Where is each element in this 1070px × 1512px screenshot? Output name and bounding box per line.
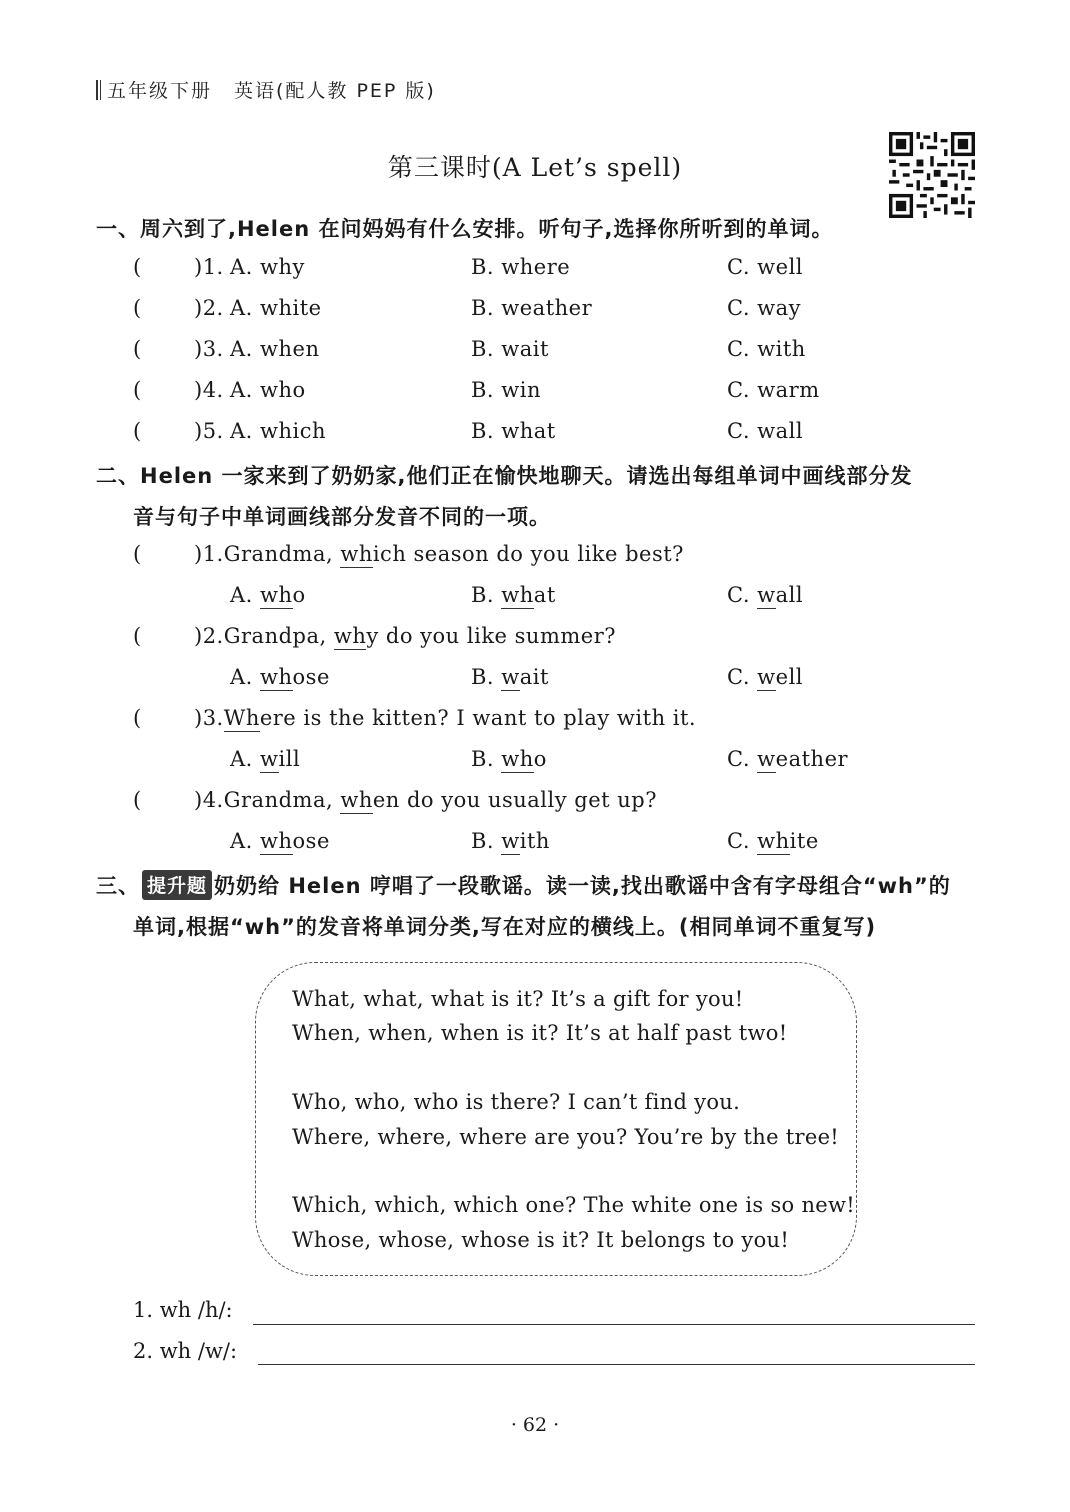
option-b: B. what (471, 419, 556, 443)
word-rest: ith (519, 829, 550, 853)
underlined-letters: wh (260, 829, 293, 853)
option-letter: B. (471, 583, 502, 607)
item-number: )4. (194, 788, 224, 812)
word-rest: ose (292, 829, 330, 853)
option-letter: C. (727, 665, 758, 689)
underlined-letters: w (757, 665, 776, 689)
header-bar-icon (96, 80, 101, 100)
song-line: What, what, what is it? It’s a gift for you! (292, 987, 744, 1011)
answer-paren[interactable]: ( (133, 542, 142, 566)
item-number: )1. (194, 542, 224, 566)
item-number: )2. (194, 624, 224, 648)
sentence-rest: en do you usually get up? (372, 788, 657, 812)
sentence-rest: y do you like summer? (366, 624, 616, 648)
option-a: A. who (230, 378, 306, 402)
item-number: )2. (194, 296, 224, 320)
question-line (194, 706, 696, 730)
option-c: C. with (727, 337, 806, 361)
option-b: B. wait (471, 337, 549, 361)
option-a: A. which (230, 419, 327, 443)
option-letter: C. (727, 829, 758, 853)
word-rest: ite (789, 829, 819, 853)
section1-title: 一、周六到了,Helen 在问妈妈有什么安排。听句子,选择你所听到的单词。 (96, 217, 834, 241)
section3-title-line2: 单词,根据“wh”的发音将单词分类,写在对应的横线上。(相同单词不重复写) (133, 915, 877, 939)
answer-paren[interactable]: ( (133, 337, 142, 361)
option-letter: B. (471, 665, 502, 689)
underlined-letters: wh (501, 583, 534, 607)
answer-paren[interactable]: ( (133, 378, 142, 402)
option-letter: B. (471, 829, 502, 853)
item-number: )3. (194, 337, 224, 361)
underlined-letters: wh (340, 542, 373, 566)
section3-title-text: 奶奶给 Helen 哼唱了一段歌谣。读一读,找出歌谣中含有字母组合“wh”的 (214, 874, 951, 898)
answer-paren[interactable]: ( (133, 624, 142, 648)
lesson-title: 第三课时(A Let’s spell) (387, 153, 683, 182)
song-line: Where, where, where are you? You’re by the tree! (292, 1125, 840, 1149)
option-a: A. when (230, 337, 320, 361)
blank1-label: 1. wh /h/: (133, 1298, 233, 1322)
word-rest: all (775, 583, 804, 607)
word-rest: ose (292, 665, 330, 689)
underlined-letters: w (501, 829, 520, 853)
question-line (194, 624, 616, 648)
blank1-answer-line[interactable] (253, 1324, 975, 1325)
answer-paren[interactable]: ( (133, 788, 142, 812)
option-letter: C. (727, 747, 758, 771)
option-b: B. win (471, 378, 541, 402)
option-letter: A. (230, 665, 261, 689)
section2-title-line1: 二、Helen 一家来到了奶奶家,他们正在愉快地聊天。请选出每组单词中画线部分发 (96, 464, 913, 488)
underlined-letters: w (260, 747, 279, 771)
option-b (471, 829, 550, 853)
song-line: Who, who, who is there? I can’t find you. (292, 1090, 741, 1114)
song-line: Whose, whose, whose is it? It belongs to you! (292, 1228, 790, 1252)
underlined-letters: w (501, 665, 520, 689)
option-letter: A. (230, 829, 261, 853)
option-c (727, 583, 803, 607)
item-number: )3. (194, 706, 224, 730)
option-letter: A. (230, 583, 261, 607)
word-rest: ell (775, 665, 804, 689)
answer-paren[interactable]: ( (133, 296, 142, 320)
option-letter: B. (471, 747, 502, 771)
underlined-letters: wh (340, 788, 373, 812)
option-b: B. weather (471, 296, 593, 320)
option-letter: A. (230, 747, 261, 771)
sentence-pre: Grandpa, (223, 624, 327, 648)
option-c (727, 829, 819, 853)
option-c (727, 665, 803, 689)
underlined-letters: wh (260, 583, 293, 607)
item-number: )1. (194, 255, 224, 279)
word-rest: o (533, 747, 547, 771)
option-letter: C. (727, 583, 758, 607)
option-a: A. white (230, 296, 322, 320)
option-c: C. wall (727, 419, 804, 443)
word-rest: eather (775, 747, 849, 771)
question-line (194, 788, 657, 812)
underlined-letters: wh (260, 665, 293, 689)
question-line (194, 542, 684, 566)
option-b (471, 665, 549, 689)
underlined-letters: Wh (223, 706, 260, 730)
header-subject: 英语(配人教 PEP 版) (234, 80, 436, 102)
advanced-badge: 提升题 (142, 870, 212, 900)
option-a: A. why (230, 255, 305, 279)
song-line: When, when, when is it? It’s at half past two! (292, 1021, 788, 1045)
sentence-rest: ich season do you like best? (372, 542, 684, 566)
option-c: C. well (727, 255, 804, 279)
section3-prefix: 三、 (96, 874, 140, 898)
answer-paren[interactable]: ( (133, 706, 142, 730)
option-c: C. way (727, 296, 802, 320)
header-grade: 五年级下册 (107, 80, 213, 102)
section2-title-line2: 音与句子中单词画线部分发音不同的一项。 (133, 505, 551, 529)
option-a (230, 829, 330, 853)
answer-paren[interactable]: ( (133, 255, 142, 279)
running-header (96, 76, 436, 103)
underlined-letters: wh (757, 829, 790, 853)
option-b (471, 583, 556, 607)
song-line: Which, which, which one? The white one is so new! (292, 1193, 856, 1217)
option-a (230, 747, 300, 771)
option-b: B. where (471, 255, 571, 279)
item-number: )5. (194, 419, 224, 443)
qr-code-icon[interactable] (889, 132, 975, 218)
sentence-rest: ere is the kitten? I want to play with it. (259, 706, 697, 730)
option-c: C. warm (727, 378, 820, 402)
page-number: · 62 · (510, 1414, 560, 1436)
answer-paren[interactable]: ( (133, 419, 142, 443)
option-c (727, 747, 848, 771)
word-rest: o (292, 583, 306, 607)
underlined-letters: wh (501, 747, 534, 771)
word-rest: ait (519, 665, 549, 689)
section3-title-line1 (96, 870, 951, 900)
option-a (230, 583, 306, 607)
underlined-letters: w (757, 583, 776, 607)
item-number: )4. (194, 378, 224, 402)
sentence-pre: Grandma, (223, 788, 334, 812)
blank2-answer-line[interactable] (258, 1364, 975, 1365)
sentence-pre: Grandma, (223, 542, 334, 566)
word-rest: ill (278, 747, 301, 771)
blank2-label: 2. wh /w/: (133, 1339, 238, 1363)
option-a (230, 665, 330, 689)
underlined-letters: w (757, 747, 776, 771)
option-b (471, 747, 547, 771)
underlined-letters: wh (333, 624, 367, 648)
word-rest: at (533, 583, 556, 607)
